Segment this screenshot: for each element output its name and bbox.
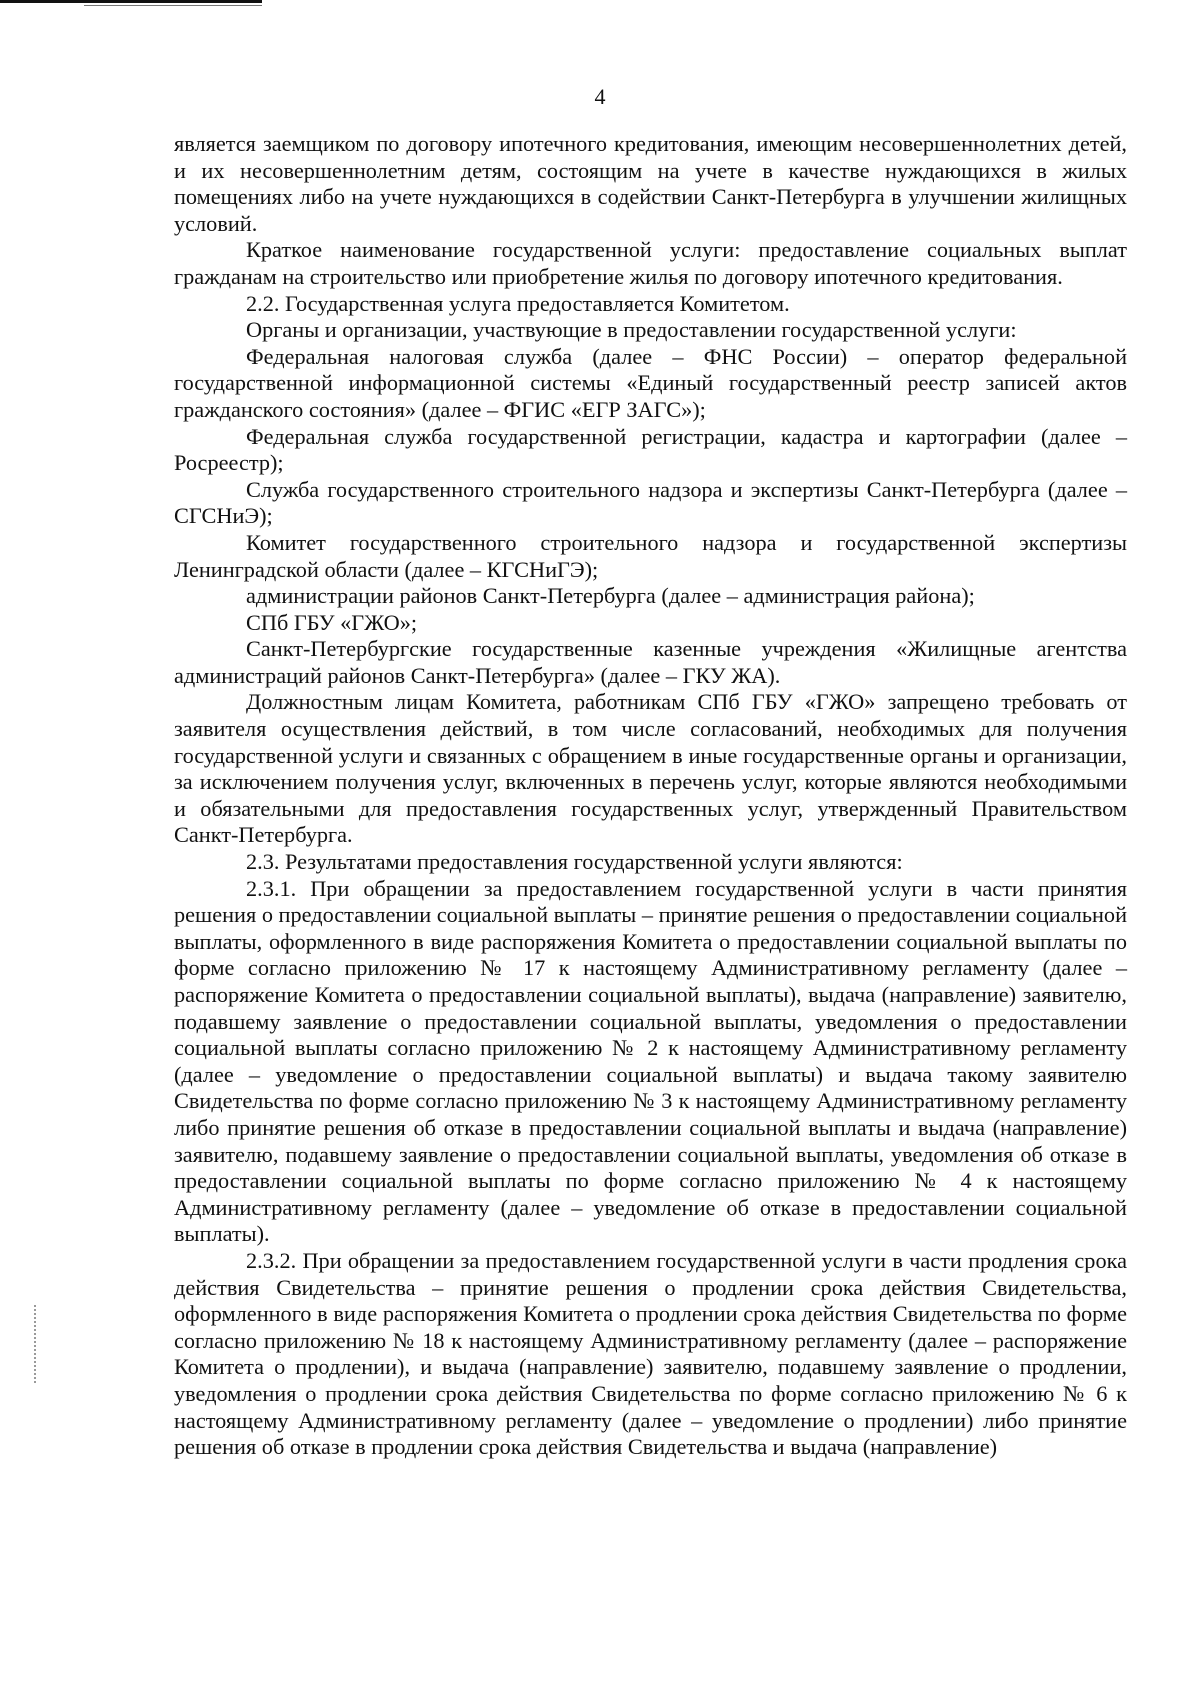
page-number: 4 [594,84,606,109]
paragraph-district-admin: администрации районов Санкт-Петербурга (далее – администрация района); [246,583,975,609]
margin-scan-marks [34,1305,38,1383]
paragraph-2-3: 2.3. Результатами предоставления государственной услуги являются: [246,849,903,875]
document-body [174,131,1127,1461]
paragraph-prohibition: Должностным лицам Комитета, работникам СПб ГБУ «ГЖО» запрещено требовать от заявителя осуществления действий, в том числе согласований, необходимых для получения государственной услуги и связанных с обращением в иные государственные органы и организации, за исключением получения услуг, включенных в перечень услуг, которые являются необходимыми и обязательными для предоставления государственных услуг, утвержденный Правительством Санкт-Петербурга. [174,689,1127,848]
paragraph-continuation: является заемщиком по договору ипотечного кредитования, имеющим несовершеннолетних детей, и их несовершеннолетним детям, состоящим на учете в качестве нуждающихся в жилых помещениях либо на учете нуждающихся в содействии Санкт-Петербурга в улучшении жилищных условий. [174,131,1127,236]
header-rule-thin [84,5,262,6]
header-rule [0,0,262,3]
paragraph-sgsnie: Служба государственного строительного надзора и экспертизы Санкт-Петербурга (далее – СГСНиЭ); [174,476,1127,529]
paragraph-rosreestr: Федеральная служба государственной регистрации, кадастра и картографии (далее – Росреестр); [174,423,1127,476]
paragraph-2-3-1: 2.3.1. При обращении за предоставлением государственной услуги в части принятия решения о предоставлении социальной выплаты – принятие решения о предоставлении социальной выплаты, оформленного в виде распоряжения Комитета о предоставлении социальной выплаты по форме согласно приложению № 17 к настоящему Административному регламенту (далее – распоряжение Комитета о предоставлении социальной выплаты), выдача (направление) заявителю, подавшему заявление о предоставлении социальной выплаты, уведомления о предоставлении социальной выплаты согласно приложению № 2 к настоящему Административному регламенту (далее – уведомление о предоставлении социальной выплаты) и выдача такому заявителю Свидетельства по форме согласно приложению № 3 к настоящему Административному регламенту либо принятие решения об отказе в предоставлении социальной выплаты и выдача (направление) заявителю, подавшему заявление о предоставлении социальной выплаты, уведомления об отказе в предоставлении социальной выплаты по форме согласно приложению № 4 к настоящему Административному регламенту (далее – уведомление об отказе в предоставлении социальной выплаты). [174,875,1127,1247]
paragraph-fns: Федеральная налоговая служба (далее – ФНС России) – оператор федеральной государственной информационной системы «Единый государственный реестр записей актов гражданского состояния» (далее – ФГИС «ЕГР ЗАГС»); [174,343,1127,422]
paragraph-kgsnige: Комитет государственного строительного надзора и государственной экспертизы Ленинградской области (далее – КГСНиГЭ); [174,529,1127,582]
paragraph-short-name: Краткое наименование государственной услуги: предоставление социальных выплат гражданам на строительство или приобретение жилья по договору ипотечного кредитования. [174,237,1127,289]
paragraph-gzho: СПб ГБУ «ГЖО»; [246,609,418,635]
paragraph-gku-zha: Санкт-Петербургские государственные казенные учреждения «Жилищные агентства администраций районов Санкт-Петербурга» (далее – ГКУ ЖА). [174,636,1127,688]
paragraph-2-2: 2.2. Государственная услуга предоставляется Комитетом. [246,290,790,316]
paragraph-2-3-2: 2.3.2. При обращении за предоставлением государственной услуги в части продления срока действия Свидетельства – принятие решения о продлении срока действия Свидетельства, оформленного в виде распоряжения Комитета о продлении срока действия Свидетельства по форме согласно приложению № 18 к настоящему Административному регламенту (далее – распоряжение Комитета о продлении), и выдача (направление) заявителю, подавшему заявление о продлении, уведомления о продлении срока действия Свидетельства по форме согласно приложению № 6 к настоящему Административному регламенту (далее – уведомление о продлении) либо принятие решения об отказе в продлении срока действия Свидетельства и выдача (направление) [174,1247,1127,1460]
paragraph-organizations-intro: Органы и организации, участвующие в предоставлении государственной услуги: [246,317,1017,343]
